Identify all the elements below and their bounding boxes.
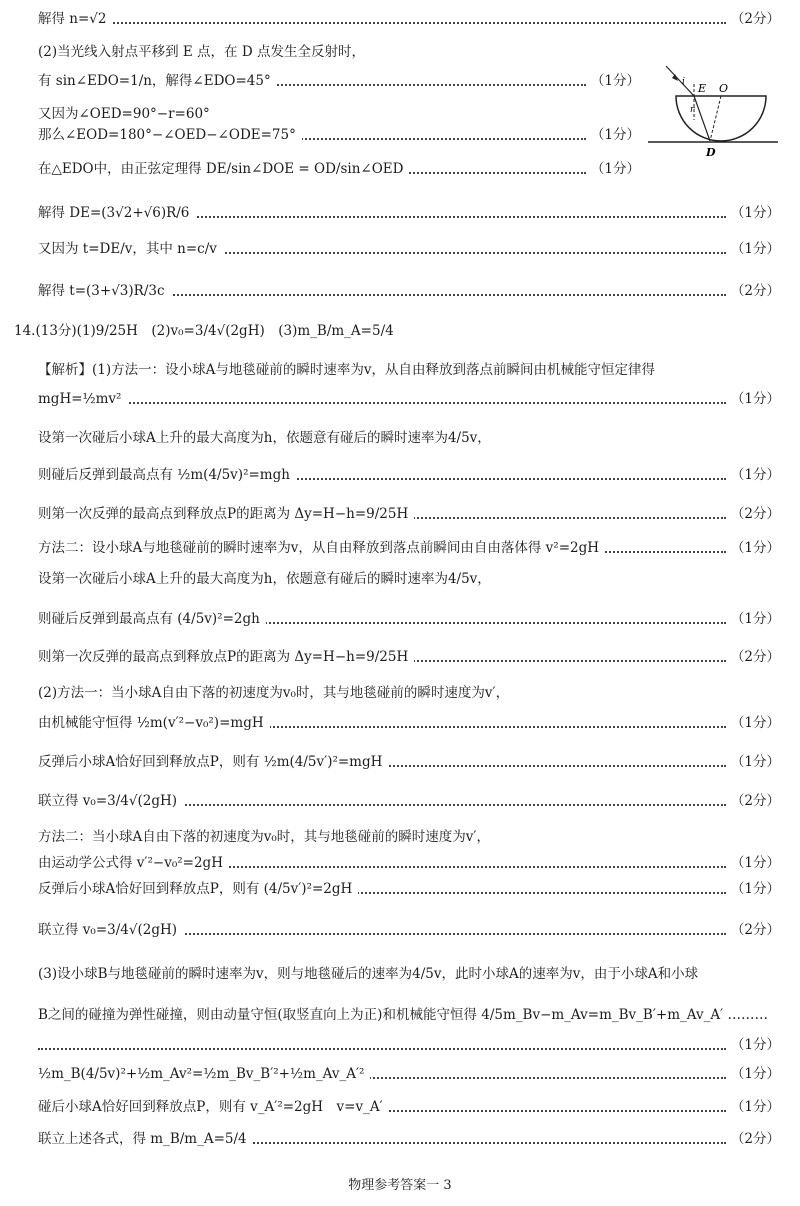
- score-mark: （2分）: [727, 790, 780, 812]
- score-mark: （1分）: [727, 1034, 780, 1056]
- line-text: 联立得 v₀=3/4√(2gH): [38, 790, 183, 812]
- line-text: mgH=½mv²: [38, 388, 127, 410]
- answer-line: [38, 427, 780, 449]
- score-mark: （1分）: [727, 751, 780, 773]
- score-mark: （1分）: [727, 238, 780, 260]
- answer-line: [38, 1004, 780, 1026]
- line-text: 碰后小球A恰好回到释放点P，则有 v_A′²=2gH v=v_A′: [38, 1096, 389, 1118]
- answer-line: [38, 963, 780, 985]
- label-D: D: [706, 146, 716, 159]
- answer-line: [38, 202, 780, 224]
- line-text: 则第一次反弹的最高点到释放点P的距离为 Δy=H−h=9/25H: [38, 503, 414, 525]
- leader-dots: [38, 1034, 726, 1056]
- answer-line: [38, 280, 780, 302]
- semicircle-glass: [676, 96, 766, 141]
- answer-line: [38, 751, 780, 773]
- line-text: 反弹后小球A恰好回到释放点P，则有 ½m(4/5v′)²=mgH: [38, 751, 388, 773]
- answer-line: [38, 608, 780, 630]
- answer-line: [38, 568, 780, 590]
- score-mark: （1分）: [727, 537, 780, 559]
- line-text: 又因为 t=DE/v，其中 n=c/v: [38, 238, 223, 260]
- label-i: i: [682, 77, 685, 87]
- answer-line: [38, 1128, 780, 1150]
- score-mark: （1分）: [727, 608, 780, 630]
- label-E: E: [698, 82, 707, 95]
- answer-line: [38, 503, 780, 525]
- line-text: (2)方法一：当小球A自由下落的初速度为v₀时，其与地毯碰前的瞬时速度为v′，: [38, 682, 515, 704]
- score-mark: （1分）: [727, 464, 780, 486]
- score-mark: （1分）: [727, 712, 780, 734]
- answer-line: [38, 878, 780, 900]
- label-O: O: [719, 82, 729, 95]
- score-mark: （1分）: [727, 1096, 780, 1118]
- answer-line: [38, 124, 640, 146]
- score-mark: （1分）: [727, 388, 780, 410]
- radius-od: [710, 96, 721, 141]
- answer-line: [38, 70, 640, 92]
- answer-line: [38, 464, 780, 486]
- score-mark: （1分）: [727, 878, 780, 900]
- answer-line: [38, 103, 640, 125]
- line-text: 解得 n=√2: [38, 8, 113, 30]
- answer-line: [38, 826, 780, 848]
- label-r: r: [690, 105, 695, 115]
- line-text: 联立得 v₀=3/4√(2gH): [38, 919, 183, 941]
- line-text: 则第一次反弹的最高点到释放点P的距离为 Δy=H−h=9/25H: [38, 646, 414, 668]
- answer-line: [38, 1063, 780, 1085]
- answer-line: [38, 537, 780, 559]
- answer-line: [38, 158, 640, 180]
- score-mark: （1分）: [727, 852, 780, 874]
- score-mark: （1分）: [727, 1063, 780, 1085]
- line-text: 联立上述各式，得 m_B/m_A=5/4: [38, 1128, 253, 1150]
- line-text: 那么∠EOD=180°−∠OED−∠ODE=75°: [38, 124, 302, 146]
- line-text: 由运动学公式得 v′²−v₀²=2gH: [38, 852, 229, 874]
- line-text: (3)设小球B与地毯碰前的瞬时速率为v，则与地毯碰后的速率为4/5v，此时小球A的速率为v，由于小球A和小球: [38, 963, 704, 985]
- answer-line: [14, 320, 780, 342]
- optics-diagram: [648, 62, 778, 160]
- answer-line: [38, 919, 780, 941]
- answer-line: [38, 1034, 780, 1056]
- score-mark: （1分）: [727, 202, 780, 224]
- score-mark: （2分）: [727, 503, 780, 525]
- answer-line: [38, 712, 780, 734]
- line-text: 方法二：当小球A自由下落的初速度为v₀时，其与地毯碰前的瞬时速度为v′，: [38, 826, 496, 848]
- answer-line: [38, 852, 780, 874]
- answer-line: [38, 359, 780, 381]
- score-mark: （1分）: [587, 124, 640, 146]
- line-text: 解得 t=(3+√3)R/3c: [38, 280, 171, 302]
- answer-line: [38, 790, 780, 812]
- answer-line: [38, 238, 780, 260]
- leader-dots: [38, 8, 726, 30]
- score-mark: （2分）: [727, 646, 780, 668]
- line-text: 解得 DE=(3√2+√6)R/6: [38, 202, 195, 224]
- page-footer: 物理参考答案一 3: [348, 1178, 452, 1193]
- line-text: 又因为∠OED=90°−r=60°: [38, 103, 216, 125]
- line-text: 则碰后反弹到最高点有 (4/5v)²=2gh: [38, 608, 266, 630]
- answer-line: [38, 8, 780, 30]
- line-text: 则碰后反弹到最高点有 ½m(4/5v)²=mgh: [38, 464, 296, 486]
- answer-line: [38, 646, 780, 668]
- answer-line: [38, 682, 780, 704]
- answer-line: [38, 41, 780, 63]
- score-mark: （2分）: [727, 919, 780, 941]
- leader-dots: [38, 388, 726, 410]
- answer-line: [38, 1096, 780, 1118]
- incident-ray: [666, 66, 694, 96]
- score-mark: （2分）: [727, 8, 780, 30]
- line-text: 在△EDO中，由正弦定理得 DE/sin∠DOE = OD/sin∠OED: [38, 158, 409, 180]
- line-text: (2)当光线入射点平移到 E 点，在 D 点发生全反射时，: [38, 41, 371, 63]
- line-text: 设第一次碰后小球A上升的最大高度为h，依题意有碰后的瞬时速率为4/5v，: [38, 568, 497, 590]
- score-mark: （1分）: [587, 158, 640, 180]
- line-text: 【解析】(1)方法一：设小球A与地毯碰前的瞬时速率为v，从自由释放到落点前瞬间由机械能守恒定律得: [38, 359, 661, 381]
- answer-line: [38, 388, 780, 410]
- score-mark: （2分）: [727, 1128, 780, 1150]
- line-text: 14.(13分)(1)9/25H (2)v₀=3/4√(2gH) (3)m_B/m_A=5/4: [14, 320, 400, 342]
- line-text: 有 sin∠EDO=1/n，解得∠EDO=45°: [38, 70, 277, 92]
- score-mark: （1分）: [587, 70, 640, 92]
- line-text: 设第一次碰后小球A上升的最大高度为h，依题意有碰后的瞬时速率为4/5v，: [38, 427, 497, 449]
- line-text: B之间的碰撞为弹性碰撞，则由动量守恒(取竖直向上为正)和机械能守恒得 4/5m_Bv−m_Av=m_Bv_B′+m_Av_A′ ………: [38, 1004, 774, 1026]
- line-text: 反弹后小球A恰好回到释放点P，则有 (4/5v′)²=2gH: [38, 878, 358, 900]
- line-text: ½m_B(4/5v)²+½m_Av²=½m_Bv_B′²+½m_Av_A′²: [38, 1063, 370, 1085]
- line-text: 方法二：设小球A与地毯碰前的瞬时速率为v，从自由释放到落点前瞬间由自由落体得 v²=2gH: [38, 537, 605, 559]
- line-text: 由机械能守恒得 ½m(v′²−v₀²)=mgH: [38, 712, 270, 734]
- score-mark: （2分）: [727, 280, 780, 302]
